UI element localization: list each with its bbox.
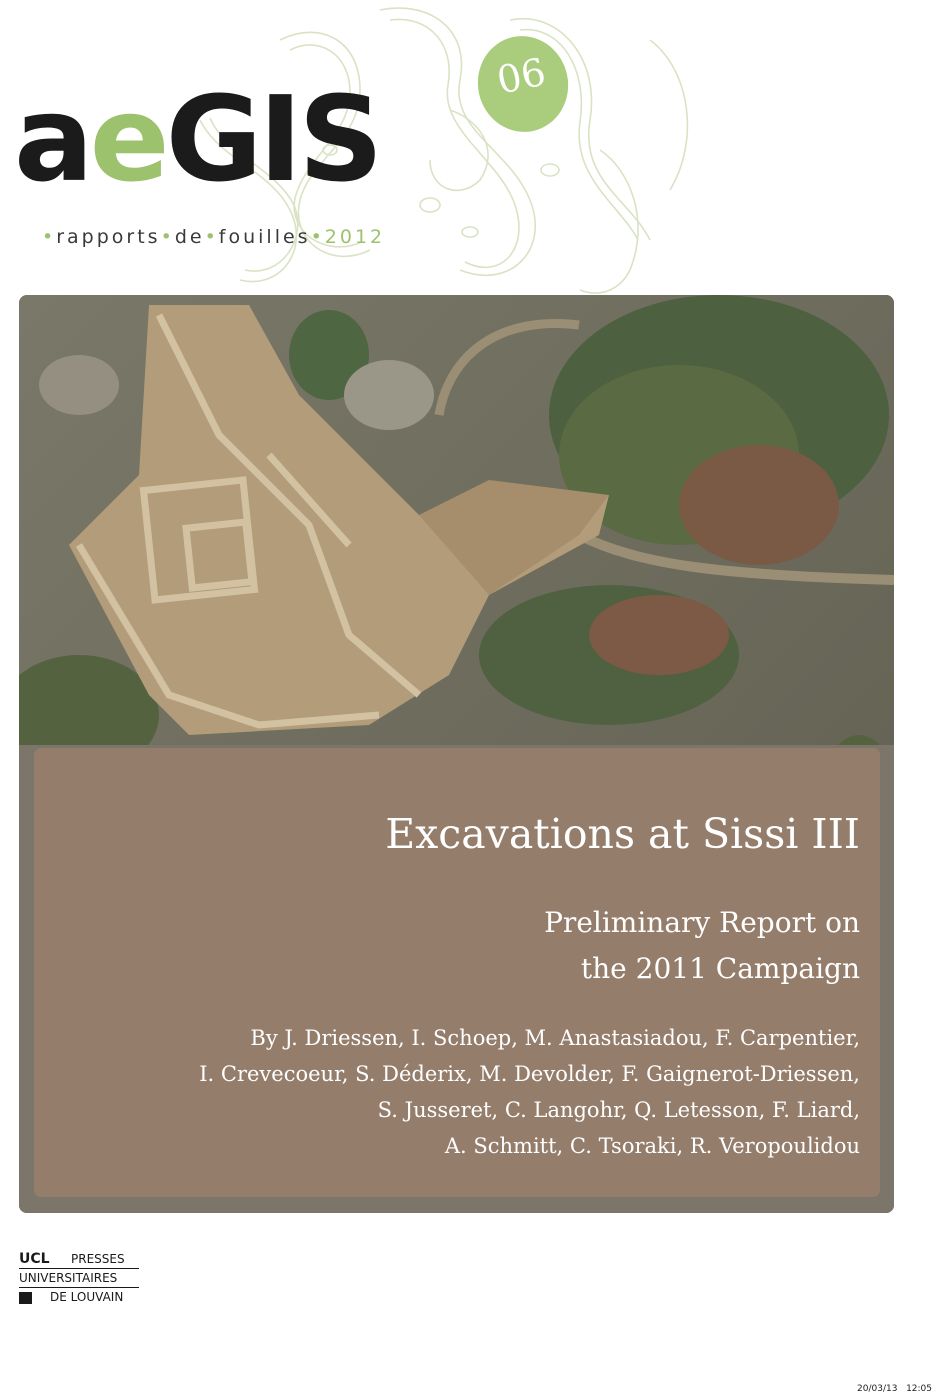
journal-logo bbox=[14, 70, 380, 208]
publisher-ucl: UCL bbox=[19, 1251, 50, 1267]
publisher-logo bbox=[19, 1250, 139, 1306]
series-word-2: de bbox=[174, 226, 205, 248]
issue-number: 06 bbox=[493, 49, 550, 103]
subtitle-line: the 2011 Campaign bbox=[580, 952, 860, 985]
print-timestamp bbox=[857, 1384, 932, 1394]
subtitle-line: Preliminary Report on bbox=[544, 906, 860, 939]
cover-title: Excavations at Sissi III bbox=[385, 810, 860, 858]
series-line: •rapports•de•fouilles•2012 bbox=[42, 226, 386, 248]
publisher-line-2: UNIVERSITAIRES bbox=[19, 1271, 118, 1285]
series-year: 2012 bbox=[324, 226, 386, 248]
publisher-square-icon bbox=[19, 1292, 32, 1304]
print-time: 12:05 bbox=[906, 1384, 932, 1394]
logo-accent-letter: e bbox=[89, 70, 166, 208]
cover-subtitle bbox=[544, 900, 860, 992]
publisher-line-3: DE LOUVAIN bbox=[50, 1290, 124, 1304]
publisher-line-1: PRESSES bbox=[71, 1252, 125, 1266]
author-list bbox=[199, 1020, 860, 1164]
author-line: S. Jusseret, C. Langohr, Q. Letesson, F. Liard, bbox=[377, 1098, 860, 1122]
series-word-3: fouilles bbox=[218, 226, 311, 248]
author-line: I. Crevecoeur, S. Déderix, M. Devolder, F. Gaignerot-Driessen, bbox=[199, 1062, 860, 1086]
author-line: A. Schmitt, C. Tsoraki, R. Veropoulidou bbox=[444, 1134, 860, 1158]
series-word-1: rapports bbox=[56, 226, 161, 248]
author-line: By J. Driessen, I. Schoep, M. Anastasiadou, F. Carpentier, bbox=[250, 1026, 860, 1050]
title-panel bbox=[34, 748, 880, 1197]
print-date: 20/03/13 bbox=[857, 1384, 898, 1394]
logo-text: aeGIS bbox=[14, 70, 380, 208]
